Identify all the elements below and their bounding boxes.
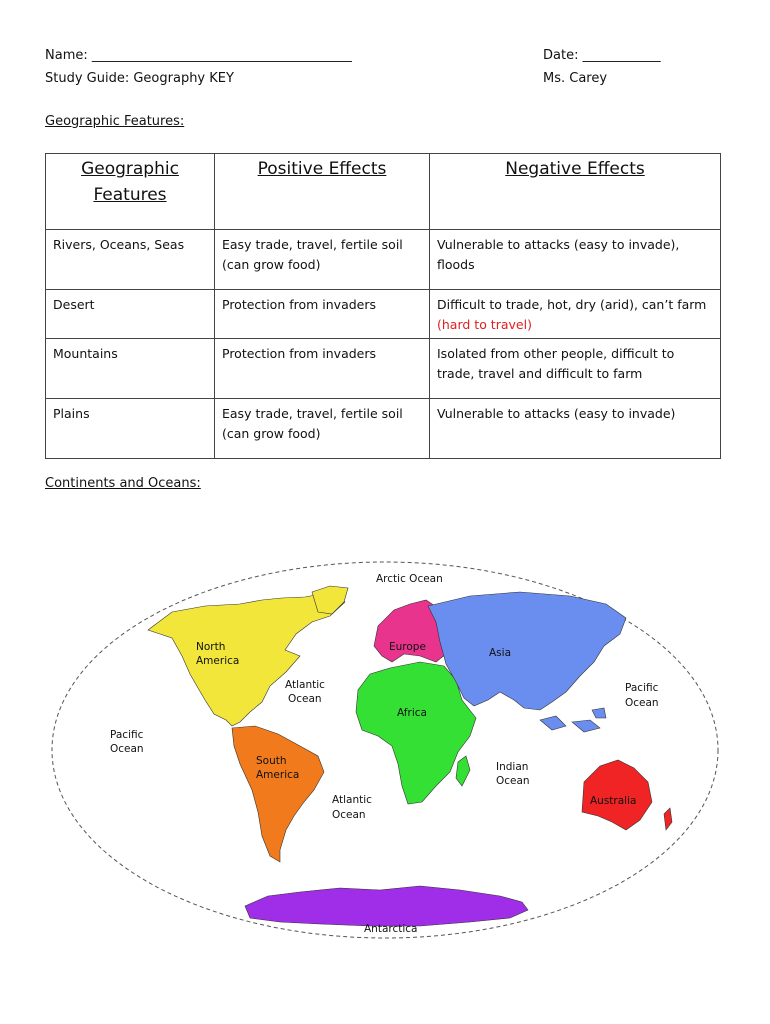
section-continents-oceans: Continents and Oceans: bbox=[45, 476, 201, 491]
negative-text: Difficult to trade, hot, dry (arid), can’t farm bbox=[437, 297, 707, 312]
table-row bbox=[46, 230, 721, 290]
label-south-america-2: America bbox=[256, 769, 300, 781]
negative-cell bbox=[430, 399, 721, 459]
label-asia: Asia bbox=[489, 647, 512, 659]
label-indian-ocean-1: Indian bbox=[496, 761, 529, 773]
label-indian-ocean-2: Ocean bbox=[496, 775, 530, 787]
positive-cell: Easy trade, travel, fertile soil (can grow food) bbox=[215, 230, 430, 290]
date-line: Date: ____________ bbox=[543, 48, 661, 63]
label-antarctica: Antarctica bbox=[364, 923, 418, 935]
feature-cell: Plains bbox=[46, 399, 215, 459]
label-arctic-ocean: Arctic Ocean bbox=[376, 573, 443, 585]
label-pacific-west-2: Ocean bbox=[110, 743, 144, 755]
feature-cell: Mountains bbox=[46, 339, 215, 399]
label-pacific-east-1: Pacific bbox=[625, 682, 659, 694]
label-south-america-1: South bbox=[256, 755, 287, 767]
positive-cell: Protection from invaders bbox=[215, 290, 430, 339]
header-negative-effects: Negative Effects bbox=[430, 154, 721, 230]
label-north-america-1: North bbox=[196, 641, 226, 653]
label-pacific-east-2: Ocean bbox=[625, 697, 659, 709]
label-atlantic-north-1: Atlantic bbox=[285, 679, 325, 691]
header-geographic-features: Geographic Features bbox=[46, 154, 215, 230]
world-map bbox=[0, 550, 770, 950]
negative-text: Vulnerable to attacks (easy to invade), floods bbox=[437, 237, 680, 272]
handwritten-note: (hard to travel) bbox=[437, 317, 532, 332]
section-geographic-features: Geographic Features: bbox=[45, 114, 185, 129]
negative-text: Vulnerable to attacks (easy to invade) bbox=[437, 406, 676, 421]
table-row bbox=[46, 290, 721, 339]
positive-cell: Protection from invaders bbox=[215, 339, 430, 399]
positive-cell: Easy trade, travel, fertile soil (can grow food) bbox=[215, 399, 430, 459]
negative-cell bbox=[430, 230, 721, 290]
label-africa: Africa bbox=[397, 707, 427, 719]
table-header-row bbox=[46, 154, 721, 230]
label-north-america-2: America bbox=[196, 655, 240, 667]
table-row bbox=[46, 339, 721, 399]
name-line: Name: ________________________________________ bbox=[45, 48, 352, 63]
label-pacific-west-1: Pacific bbox=[110, 729, 144, 741]
label-europe: Europe bbox=[389, 641, 426, 653]
label-atlantic-south-2: Ocean bbox=[332, 809, 366, 821]
study-guide-title: Study Guide: Geography KEY bbox=[45, 71, 234, 86]
geographic-features-table bbox=[45, 153, 721, 459]
label-atlantic-south-1: Atlantic bbox=[332, 794, 372, 806]
feature-cell: Rivers, Oceans, Seas bbox=[46, 230, 215, 290]
negative-cell bbox=[430, 339, 721, 399]
teacher-name: Ms. Carey bbox=[543, 71, 608, 86]
negative-cell bbox=[430, 290, 721, 339]
feature-cell: Desert bbox=[46, 290, 215, 339]
negative-text: Isolated from other people, difficult to trade, travel and difficult to farm bbox=[437, 346, 675, 381]
label-australia: Australia bbox=[590, 795, 637, 807]
table-row bbox=[46, 399, 721, 459]
label-atlantic-north-2: Ocean bbox=[288, 693, 322, 705]
header-positive-effects: Positive Effects bbox=[215, 154, 430, 230]
